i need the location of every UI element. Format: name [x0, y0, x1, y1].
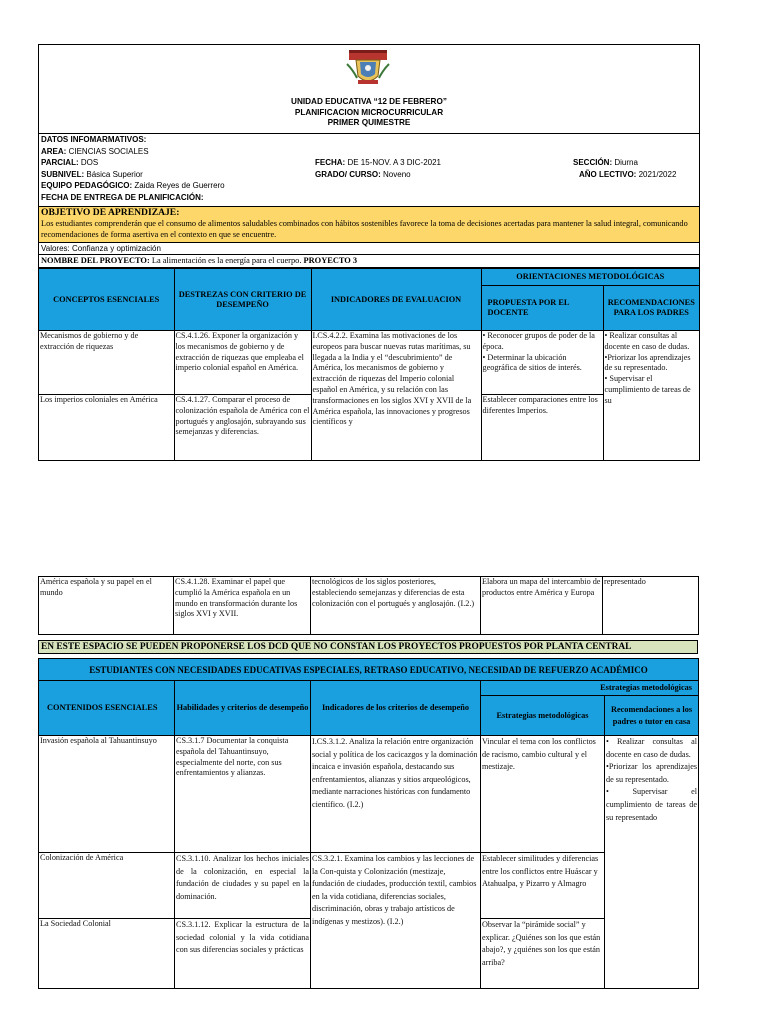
destreza-cell: CS.4.1.28. Examinar el papel que cumplió la América española en un mundo en transformación durante los siglos XVI y XVII. [174, 577, 311, 635]
indicador-cell: I.CS.4.2.2. Examina las motivaciones de los europeos para buscar nuevas rutas marítimas, su llegada a la India y el “descubrimiento” de América, los mecanismos de gobierno y extracción de riquezas del Imperio colonial español en América, y su relación con las transformaciones en los siglos XVI y XVII de la América española, las innovaciones y progresos científicos y [311, 331, 481, 461]
values-line: Valores: Confianza y optimización [39, 243, 699, 255]
datos-heading: DATOS INFOMARMATIVOS: [41, 135, 147, 144]
estrategia-cell: Vincular el tema con los conflictos de racismo, cambio cultural y el mestizaje. [481, 736, 605, 853]
estrategia-cell: Observar la “pirámide social” y explicar. ¿Quiénes son los que están abajo?, y ¿quiénes son los que están arriba? [481, 919, 605, 989]
dcd-banner: EN ESTE ESPACIO SE PUEDEN PROPONERSE LOS DCD QUE NO CONSTAN LOS PROYECTOS PROPUESTOS POR PLANTA CENTRAL [38, 640, 698, 654]
contenido-cell: La Sociedad Colonial [39, 919, 175, 989]
concepto-cell: América española y su papel en el mundo [39, 577, 174, 635]
header-estrategias-group: Estrategias metodológicas [481, 681, 699, 696]
term-label: PRIMER QUIMESTRE [327, 118, 411, 127]
project-number: PROYECTO 3 [303, 256, 358, 265]
concepto-cell: Mecanismos de gobierno y de extracción de riquezas [39, 331, 174, 395]
recomendacion-cell: representado [603, 577, 699, 635]
indicador-cell: tecnológicos de los siglos posteriores, estableciendo semejanzas y diferencias de esta colonización con el portugués y anglosajón. (I.2.) [311, 577, 481, 635]
objective-text: Los estudiantes comprenderán que el consumo de alimentos saludables combinados con hábitos sostenibles favorece la toma de decisiones acertadas para mantener la salud integral, comunicando recomendaciones de forma asertiva en el contexto en que se encuentre. [41, 218, 688, 239]
indicador-continuation: sociales, discriminación, obras y trabajo artísticos de indígenas y mestizos). (I.2.) [312, 891, 455, 926]
special-needs-table [38, 658, 699, 989]
seccion-value: Diurna [614, 158, 638, 168]
destreza-cell: CS.4.1.27. Comparar el proceso de colonización española de América con el portugués y anglosajón, subrayando sus semejanzas y diferencias. [174, 395, 311, 461]
grado-value: Noveno [383, 169, 411, 179]
learning-objective [39, 206, 699, 243]
estrategia-cell: Establecer similitudes y diferencias entre los conflictos entre Huáscar y Atahualpa, y Pizarro y Almagro [481, 853, 605, 919]
header-propuesta: PROPUESTA POR EL DOCENTE [481, 286, 603, 331]
parcial-value: DOS [80, 158, 99, 168]
competencies-table-continued [38, 576, 699, 635]
habilidad-cell: CS.3.1.7 Documentar la conquista española del Tahuantinsuyo, especialmente del norte, con sus enfrentamientos y alianzas. [175, 736, 311, 853]
concepto-cell: Los imperios coloniales en América [39, 395, 174, 461]
habilidad-cell: CS.3.1.12. Explicar la estructura de la sociedad colonial y la vida cotidiana con sus diferencias sociales y prácticas [175, 919, 311, 989]
document-type: PLANIFICACION MICROCURRICULAR [294, 107, 444, 117]
header-recomendaciones: RECOMENDACIONES PARA LOS PADRES [603, 286, 699, 331]
indicador-cell: CS.3.2.1. Examina los cambios y las lecciones de la Con-quista y Colonización (mestizaje, fundación de ciudades, producción textil, cambios en la vida cotidiana, diferencias sociales, discriminación, obras y trabajo artísticos de indígenas y mestizos). (I.2.) [311, 853, 481, 989]
equipo-value: Zaida Reyes de Guerrero [134, 181, 225, 191]
header-habilidades: Habilidades y criterios de desempeño [175, 681, 311, 736]
document-header [39, 45, 699, 134]
header-indicadores-criterios: Indicadores de los criterios de desempeño [311, 681, 481, 736]
contenido-cell: Invasión española al Tahuantinsuyo [39, 736, 175, 853]
subnivel-value: Básica Superior [86, 169, 143, 179]
header-destrezas: DESTREZAS CON CRITERIO DE DESEMPEÑO [174, 269, 311, 331]
recomendacion-cell: • Realizar consultas al docente en caso de dudas. •Priorizar los aprendizajes de su representado. • Supervisar el cumplimiento de tareas de su [603, 331, 699, 461]
recomendacion-padres-cell: • Realizar consultas al docente en caso de dudas. •Priorizar los aprendizajes de su representado. • Supervisar el cumplimiento de tareas de su representado [605, 736, 699, 989]
contenido-cell: Colonización de América [39, 853, 175, 919]
project-name: La alimentación es la energía para el cuerpo. [151, 256, 302, 265]
area-value: CIENCIAS SOCIALES [68, 146, 149, 156]
project-name-line: NOMBRE DEL PROYECTO: La alimentación es la energía para el cuerpo. PROYECTO 3 [39, 255, 699, 268]
planning-page-1 [38, 44, 700, 461]
anio-value: 2021/2022 [638, 169, 677, 179]
habilidad-cell: CS.3.1.10. Analizar los hechos iniciales de la colonización, en especial la fundación de ciudades y su papel en la dominación. [175, 853, 311, 919]
special-needs-title: ESTUDIANTES CON NECESIDADES EDUCATIVAS ESPECIALES, RETRASO EDUCATIVO, NECESIDAD DE REFUERZO ACADÉMICO [39, 659, 699, 681]
fecha-value: DE 15-NOV. A 3 DIC-2021 [347, 158, 441, 168]
fecha-entrega-label: FECHA DE ENTREGA DE PLANIFICACIÓN: [41, 193, 204, 202]
propuesta-cell: Establecer comparaciones entre los diferentes Imperios. [481, 395, 603, 461]
destreza-cell: CS.4.1.26. Exponer la organización y los mecanismos de gobierno y de extracción de riquezas que empleaba el imperio colonial español en América. [174, 331, 311, 395]
school-name: UNIDAD EDUCATIVA “12 DE FEBRERO” [291, 97, 447, 106]
propuesta-cell: Elabora un mapa del intercambio de productos entre América y Europa [481, 577, 603, 635]
school-crest-logo [343, 48, 393, 88]
header-indicadores: INDICADORES DE EVALUACION [311, 269, 481, 331]
header-recomendaciones-padres: Recomendaciones a los padres o tutor en casa [605, 696, 699, 736]
planning-page-2 [38, 576, 698, 1006]
header-estrategias: Estrategias metodológicas [481, 696, 605, 736]
indicador-cell: I.CS.3.1.2. Analiza la relación entre organización social y política de los cacicazgos y la dominación incaica e invasión española, destacando sus enfrentamientos, alianzas y sitios arqueológicos, mediante narraciones históricas con fundamento científico. (I.2.) [311, 736, 481, 853]
competencies-table [39, 268, 699, 461]
header-orientaciones: ORIENTACIONES METODOLÓGICAS [481, 269, 699, 286]
header-contenidos: CONTENIDOS ESENCIALES [39, 681, 175, 736]
objective-title: OBJETIVO DE APRENDIZAJE: [41, 207, 180, 218]
header-conceptos: CONCEPTOS ESENCIALES [39, 269, 174, 331]
informative-data: DATOS INFOMARMATIVOS: AREA: CIENCIAS SOCIALES PARCIAL: DOS SUBNIVEL: Básica Superior EQUIPO PEDAGÓGICO: Zaida Reyes de Guerrero FECHA DE ENTREGA DE PLANIFICACIÓN: FECHA: DE 15-NOV. A 3 DIC-2021 GRADO/ CURSO: Noveno SECCIÓN: Diurna AÑO LECTIVO: 2021/2022 [41, 135, 677, 202]
propuesta-cell: • Reconocer grupos de poder de la época. • Determinar la ubicación geográfica de sitios de interés. [481, 331, 603, 395]
